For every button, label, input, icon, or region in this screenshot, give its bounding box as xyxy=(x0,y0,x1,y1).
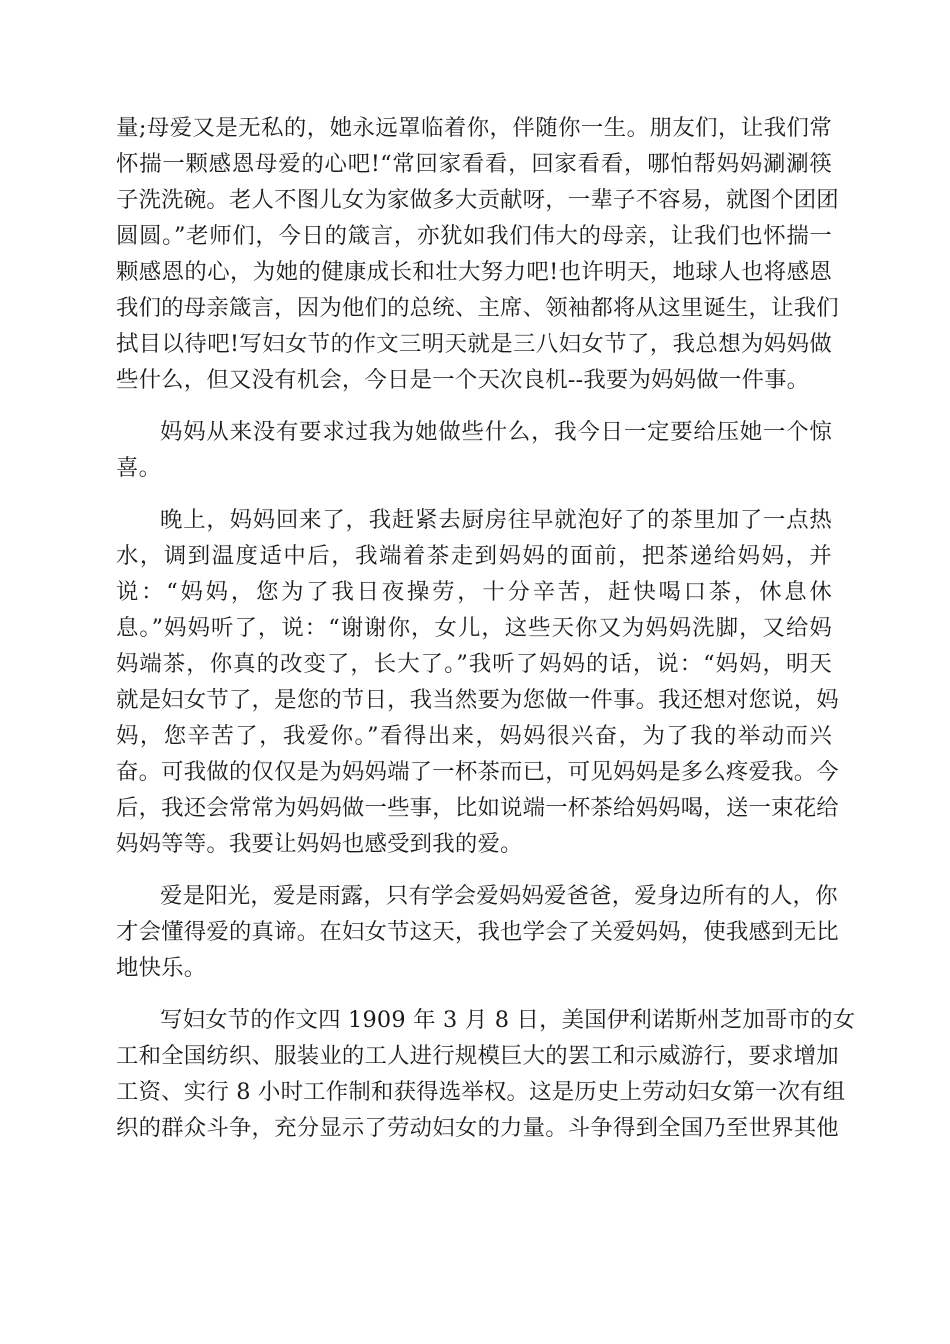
text-line: 些什么，但又没有机会，今日是一个天次良机--我要为妈妈做一件事。 xyxy=(116,367,810,393)
text-line: 爱是阳光，爱是雨露，只有学会爱妈妈爱爸爸，爱身边所有的人，你 xyxy=(160,883,838,909)
text-line: 子洗洗碗。老人不图儿女为家做多大贡献呀，一辈子不容易，就图个团团 xyxy=(116,187,839,213)
text-line: 怀揣一颗感恩母爱的心吧!“常回家看看，回家看看，哪怕帮妈妈涮涮筷 xyxy=(116,151,832,177)
text-line: 喜。 xyxy=(116,455,162,481)
text-line: 圆圆。”老师们，今日的箴言，亦犹如我们伟大的母亲，让我们也怀揣一 xyxy=(116,223,832,249)
text-line: 工资、实行 8 小时工作制和获得选举权。这是历史上劳动妇女第一次有组 xyxy=(116,1079,846,1105)
document-body xyxy=(116,110,856,1146)
paragraph-1 xyxy=(116,110,839,398)
text-line: 后，我还会常常为妈妈做一些事，比如说端一杯茶给妈妈喝，送一束花给 xyxy=(116,795,839,821)
text-line: 息。”妈妈听了，说：“谢谢你，女儿，这些天你又为妈妈洗脚，又给妈 xyxy=(116,615,832,641)
text-line: 织的群众斗争，充分显示了劳动妇女的力量。斗争得到全国乃至世界其他 xyxy=(116,1115,839,1141)
text-line: 工和全国纺织、服装业的工人进行规模巨大的罢工和示威游行，要求增加 xyxy=(116,1043,839,1069)
text-line: 水，调到温度适中后，我端着茶走到妈妈的面前，把茶递给妈妈，并 xyxy=(116,543,832,569)
text-line: 晚上，妈妈回来了，我赶紧去厨房往早就泡好了的茶里加了一点热 xyxy=(160,507,832,533)
text-line: 说：“妈妈，您为了我日夜操劳，十分辛苦，赶快喝口茶，休息休 xyxy=(116,579,832,605)
text-line: 妈，您辛苦了，我爱你。”看得出来，妈妈很兴奋，为了我的举动而兴 xyxy=(116,723,832,749)
text-line: 颗感恩的心，为她的健康成长和壮大努力吧!也许明天，地球人也将感恩 xyxy=(116,259,832,285)
paragraph-3 xyxy=(116,502,839,862)
text-line: 才会懂得爱的真谛。在妇女节这天，我也学会了关爱妈妈，使我感到无比 xyxy=(116,919,839,945)
text-line: 妈妈从来没有要求过我为她做些什么，我今日一定要给压她一个惊 xyxy=(160,419,832,445)
text-line: 就是妇女节了，是您的节日，我当然要为您做一件事。我还想对您说，妈 xyxy=(116,687,839,713)
text-line: 拭目以待吧!写妇女节的作文三明天就是三八妇女节了，我总想为妈妈做 xyxy=(116,331,832,357)
paragraph-4 xyxy=(116,878,839,986)
text-line: 写妇女节的作文四 1909 年 3 月 8 日，美国伊利诺斯州芝加哥市的女 xyxy=(160,1007,856,1033)
text-line: 奋。可我做的仅仅是为妈妈端了一杯茶而已，可见妈妈是多么疼爱我。今 xyxy=(116,759,839,785)
text-line: 我们的母亲箴言，因为他们的总统、主席、领袖都将从这里诞生，让我们 xyxy=(116,295,839,321)
paragraph-2 xyxy=(116,414,832,486)
text-line: 妈妈等等。我要让妈妈也感受到我的爱。 xyxy=(116,831,523,857)
text-line: 量;母爱又是无私的，她永远罩临着你，伴随你一生。朋友们，让我们常 xyxy=(116,115,832,141)
text-line: 妈端茶，你真的改变了，长大了。”我听了妈妈的话，说：“妈妈，明天 xyxy=(116,651,832,677)
text-line: 地快乐。 xyxy=(116,955,207,981)
paragraph-5 xyxy=(116,1002,856,1146)
